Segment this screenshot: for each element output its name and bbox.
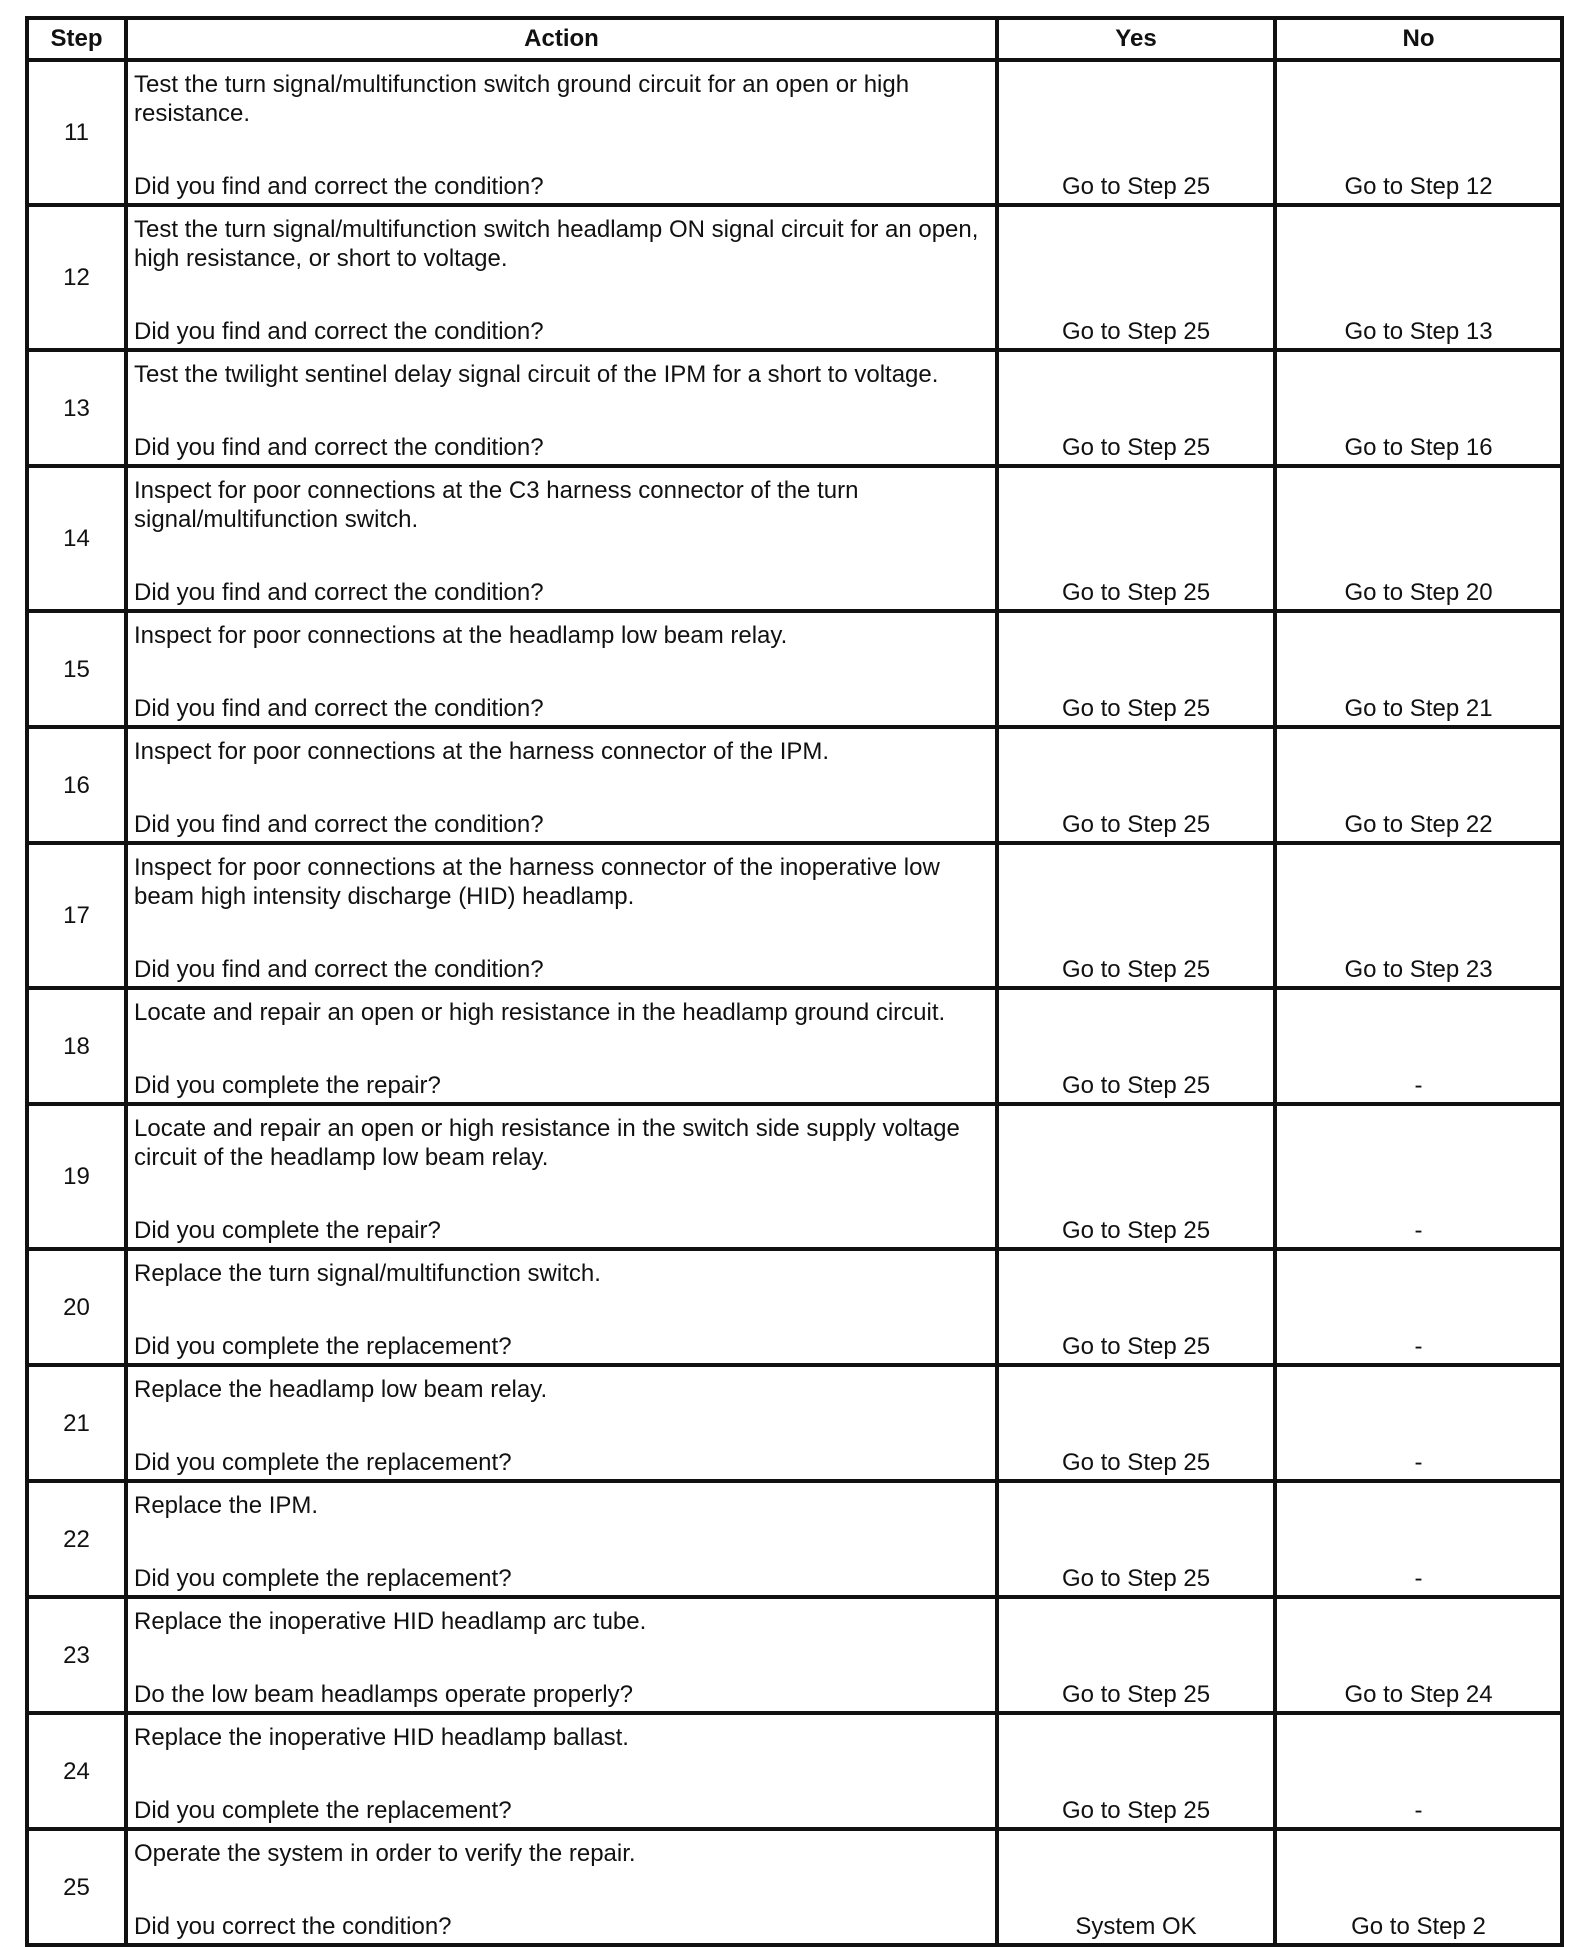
action-cell [126,205,997,350]
no-result: Go to Step 22 [1275,727,1562,843]
action-cell [126,1597,997,1713]
action-question: Did you find and correct the condition? [134,811,544,838]
action-cell [126,988,997,1104]
action-question: Do the low beam headlamps operate properly? [134,1681,633,1708]
step-number: 21 [27,1365,126,1481]
yes-result: Go to Step 25 [997,350,1275,466]
yes-result: Go to Step 25 [997,988,1275,1104]
table-row [27,727,1562,843]
action-question: Did you complete the replacement? [134,1333,512,1360]
action-question: Did you complete the replacement? [134,1565,512,1592]
action-text: Test the turn signal/multifunction switch ground circuit for an open or high resistance. [134,71,910,127]
action-text: Replace the headlamp low beam relay. [134,1376,548,1403]
action-text: Locate and repair an open or high resistance in the switch side supply voltage circuit of the headlamp low beam relay. [134,1115,960,1171]
action-question: Did you complete the replacement? [134,1797,512,1824]
action-question: Did you find and correct the condition? [134,956,544,983]
diagnostic-steps-table [25,16,1564,1947]
no-result: Go to Step 21 [1275,611,1562,727]
step-number: 23 [27,1597,126,1713]
header-no: No [1275,18,1562,60]
step-number: 22 [27,1481,126,1597]
table-row [27,988,1562,1104]
yes-result: Go to Step 25 [997,843,1275,988]
no-result: - [1275,1713,1562,1829]
step-number: 15 [27,611,126,727]
action-text: Inspect for poor connections at the harness connector of the inoperative low beam high intensity discharge (HID) headlamp. [134,854,940,910]
diagnostic-table-page [25,16,1560,1947]
yes-result: Go to Step 25 [997,1713,1275,1829]
action-text: Inspect for poor connections at the headlamp low beam relay. [134,622,788,649]
yes-result: Go to Step 25 [997,727,1275,843]
action-text: Test the twilight sentinel delay signal circuit of the IPM for a short to voltage. [134,361,939,388]
table-header-row [27,18,1562,60]
yes-result: Go to Step 25 [997,1597,1275,1713]
step-number: 16 [27,727,126,843]
yes-result: Go to Step 25 [997,1104,1275,1249]
step-number: 19 [27,1104,126,1249]
no-result: Go to Step 12 [1275,60,1562,205]
table-row [27,60,1562,205]
yes-result: Go to Step 25 [997,205,1275,350]
table-row [27,1104,1562,1249]
no-result: Go to Step 24 [1275,1597,1562,1713]
yes-result: Go to Step 25 [997,1365,1275,1481]
action-cell [126,350,997,466]
action-question: Did you find and correct the condition? [134,579,544,606]
header-step: Step [27,18,126,60]
action-text: Operate the system in order to verify the repair. [134,1840,636,1867]
action-cell [126,60,997,205]
table-row [27,350,1562,466]
no-result: Go to Step 23 [1275,843,1562,988]
action-text: Replace the IPM. [134,1492,319,1519]
step-number: 20 [27,1249,126,1365]
step-number: 11 [27,60,126,205]
table-row [27,1713,1562,1829]
no-result: - [1275,1365,1562,1481]
yes-result: System OK [997,1829,1275,1945]
no-result: Go to Step 20 [1275,466,1562,611]
action-cell [126,1104,997,1249]
yes-result: Go to Step 25 [997,60,1275,205]
step-number: 24 [27,1713,126,1829]
action-cell [126,1249,997,1365]
no-result: - [1275,1249,1562,1365]
table-row [27,1481,1562,1597]
action-question: Did you complete the repair? [134,1217,441,1244]
action-cell [126,1829,997,1945]
yes-result: Go to Step 25 [997,466,1275,611]
action-text: Replace the inoperative HID headlamp ballast. [134,1724,629,1751]
action-question: Did you complete the repair? [134,1072,441,1099]
table-row [27,1365,1562,1481]
yes-result: Go to Step 25 [997,1249,1275,1365]
action-cell [126,1713,997,1829]
action-text: Test the turn signal/multifunction switch headlamp ON signal circuit for an open, high resistance, or short to voltage. [134,216,979,272]
action-question: Did you find and correct the condition? [134,318,544,345]
yes-result: Go to Step 25 [997,611,1275,727]
table-row [27,611,1562,727]
action-question: Did you find and correct the condition? [134,173,544,200]
no-result: Go to Step 2 [1275,1829,1562,1945]
action-cell [126,611,997,727]
table-row [27,1249,1562,1365]
table-row [27,1829,1562,1945]
action-cell [126,466,997,611]
step-number: 14 [27,466,126,611]
action-cell [126,843,997,988]
step-number: 18 [27,988,126,1104]
action-question: Did you find and correct the condition? [134,434,544,461]
step-number: 13 [27,350,126,466]
yes-result: Go to Step 25 [997,1481,1275,1597]
table-row [27,1597,1562,1713]
step-number: 17 [27,843,126,988]
no-result: - [1275,1481,1562,1597]
table-row [27,843,1562,988]
header-action: Action [126,18,997,60]
table-row [27,205,1562,350]
action-cell [126,1481,997,1597]
no-result: - [1275,988,1562,1104]
action-cell [126,727,997,843]
action-question: Did you correct the condition? [134,1913,452,1940]
action-text: Locate and repair an open or high resistance in the headlamp ground circuit. [134,999,946,1026]
action-question: Did you find and correct the condition? [134,695,544,722]
no-result: - [1275,1104,1562,1249]
step-number: 12 [27,205,126,350]
step-number: 25 [27,1829,126,1945]
action-text: Replace the turn signal/multifunction switch. [134,1260,601,1287]
action-question: Did you complete the replacement? [134,1449,512,1476]
no-result: Go to Step 13 [1275,205,1562,350]
no-result: Go to Step 16 [1275,350,1562,466]
action-text: Inspect for poor connections at the harness connector of the IPM. [134,738,830,765]
action-text: Inspect for poor connections at the C3 harness connector of the turn signal/multifunction switch. [134,477,859,533]
action-text: Replace the inoperative HID headlamp arc tube. [134,1608,647,1635]
header-yes: Yes [997,18,1275,60]
table-row [27,466,1562,611]
action-cell [126,1365,997,1481]
